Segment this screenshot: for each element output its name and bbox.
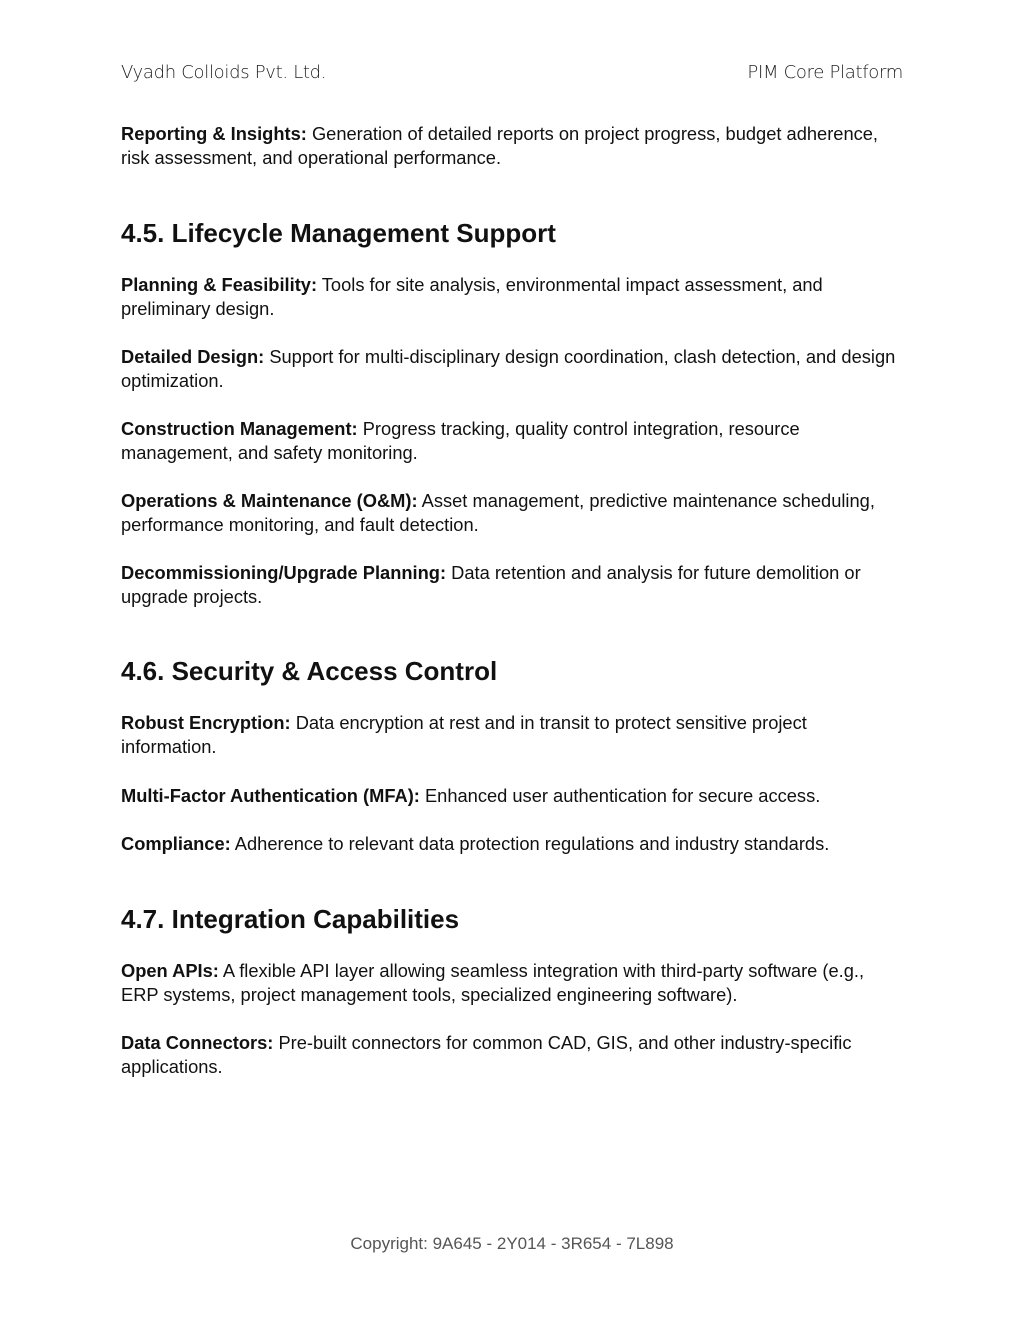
term: Planning & Feasibility: (121, 274, 318, 295)
description: Tools for site analysis, environmental impact assessment, and preliminary design. (121, 274, 823, 319)
term: Decommissioning/Upgrade Planning: (121, 562, 447, 583)
description: Adherence to relevant data protection regulations and industry standards. (230, 833, 830, 854)
description: Data retention and analysis for future demolition or upgrade projects. (121, 562, 861, 607)
term: Reporting & Insights: (121, 123, 307, 144)
paragraph-detailed-design (121, 345, 901, 393)
paragraph-construction-management (121, 417, 901, 465)
paragraph-robust-encryption (121, 711, 901, 759)
header-company: Vyadh Colloids Pvt. Ltd. (121, 62, 327, 83)
paragraph-planning-feasibility (121, 273, 901, 321)
heading-security-access: 4.6. Security & Access Control (121, 656, 498, 686)
term: Compliance: (121, 833, 231, 854)
term: Construction Management: (121, 418, 358, 439)
description: Asset management, predictive maintenance scheduling, performance monitoring, and fault detection. (121, 490, 875, 535)
paragraph-decommissioning (121, 561, 901, 609)
heading-lifecycle-management: 4.5. Lifecycle Management Support (121, 218, 556, 248)
term: Operations & Maintenance (O&M): (121, 490, 418, 511)
description: Support for multi-disciplinary design coordination, clash detection, and design optimization. (121, 346, 896, 391)
description: Pre-built connectors for common CAD, GIS, and other industry-specific applications. (121, 1032, 852, 1077)
paragraph-mfa (121, 784, 901, 808)
term: Multi-Factor Authentication (MFA): (121, 785, 420, 806)
term: Detailed Design: (121, 346, 265, 367)
description: Generation of detailed reports on project progress, budget adherence, risk assessment, and operational performance. (121, 123, 879, 168)
description: Enhanced user authentication for secure access. (419, 785, 821, 806)
header-product: PIM Core Platform (747, 62, 903, 83)
heading-integration: 4.7. Integration Capabilities (121, 904, 460, 934)
term: Data Connectors: (121, 1032, 274, 1053)
term: Open APIs: (121, 960, 219, 981)
paragraph-reporting-insights (121, 122, 901, 170)
paragraph-compliance (121, 832, 901, 856)
description: Data encryption at rest and in transit to protect sensitive project information. (121, 712, 807, 757)
paragraph-open-apis (121, 959, 901, 1007)
description: Progress tracking, quality control integration, resource management, and safety monitoring. (121, 418, 800, 463)
paragraph-operations-maintenance (121, 489, 901, 537)
description: A flexible API layer allowing seamless integration with third-party software (e.g., ERP systems, project management tools, specialized engineering software). (121, 960, 865, 1005)
paragraph-data-connectors (121, 1031, 901, 1079)
term: Robust Encryption: (121, 712, 291, 733)
footer-copyright: Copyright: 9A645 - 2Y014 - 3R654 - 7L898 (350, 1234, 674, 1253)
